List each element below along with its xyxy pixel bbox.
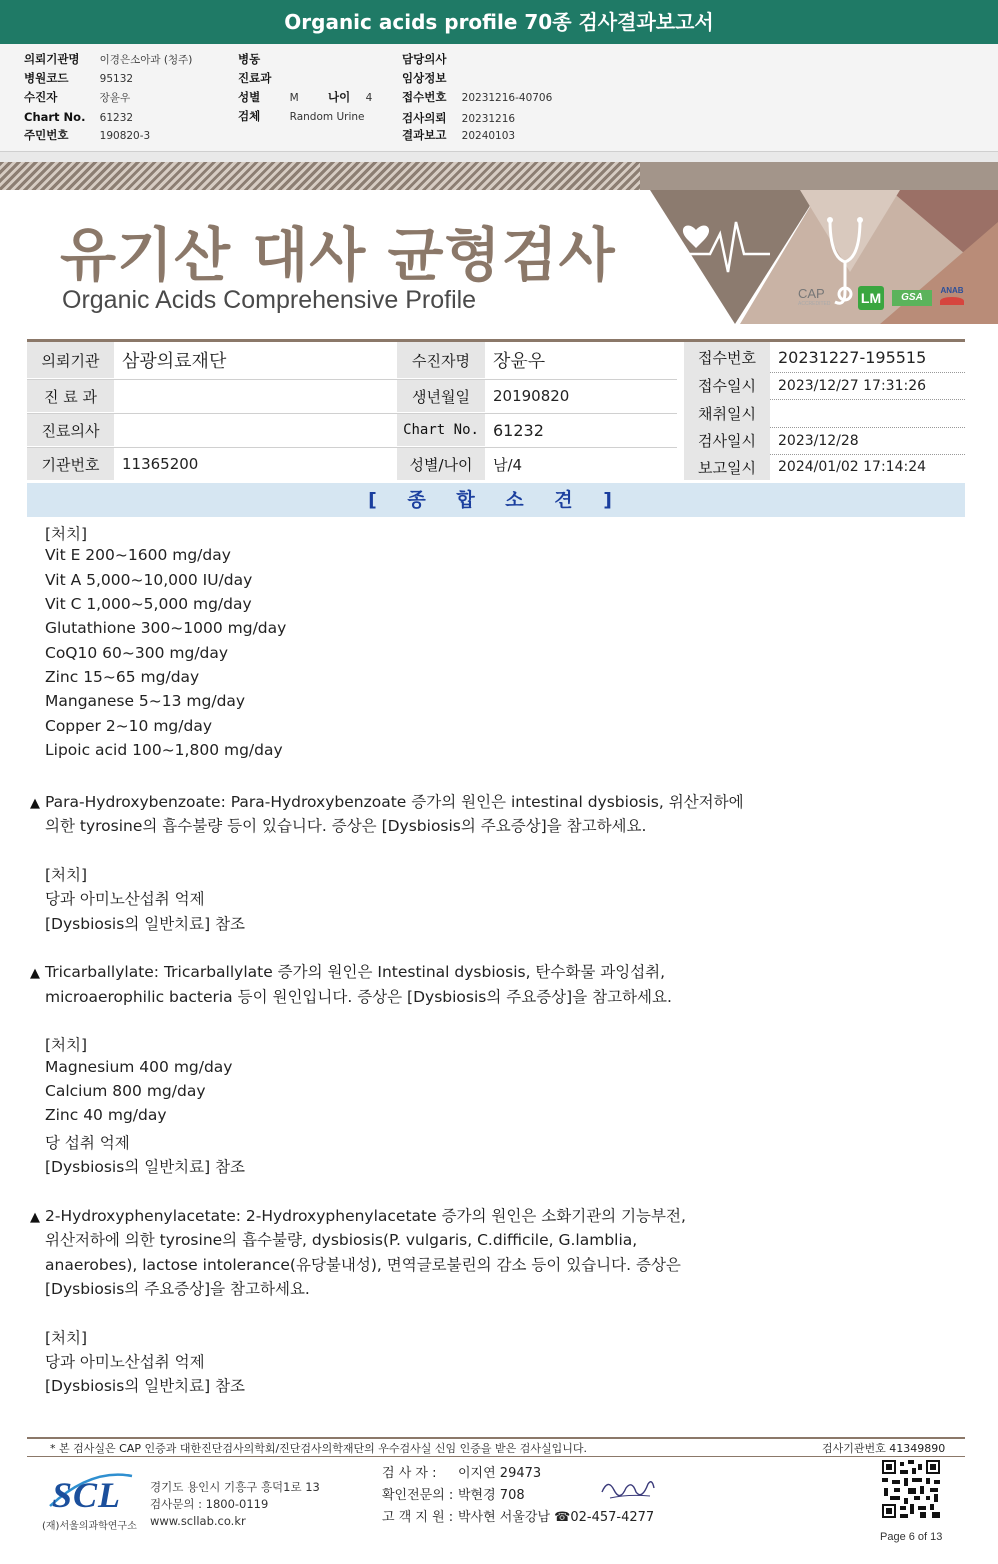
summary-line-text: [Dysbiosis의 일반치료] 참조	[45, 914, 246, 933]
main-subtitle: Organic Acids Comprehensive Profile	[62, 286, 477, 314]
field-label: 검사의뢰	[402, 111, 447, 125]
examiner-row	[382, 1462, 541, 1481]
age-field	[328, 89, 372, 105]
doctor-value	[114, 414, 397, 446]
summary-line-text: Tricarballylate: Tricarballylate 증가의 원인은 Intestinal dysbiosis, 탄수화물 과잉섭취,	[45, 963, 666, 982]
summary-line-text: [Dysbiosis의 일반치료] 참조	[45, 1377, 246, 1396]
requester-label: 의뢰기관	[27, 342, 114, 378]
signature-image	[598, 1474, 658, 1504]
row-divider	[27, 413, 677, 414]
receipt-date-label: 접수일시	[684, 372, 770, 399]
specialist-value: 박현경 708	[458, 1488, 525, 1503]
qr-code-icon	[882, 1460, 940, 1518]
row-divider	[27, 379, 677, 380]
accreditation-logos	[798, 286, 968, 312]
summary-line-text: 위산저하에 의한 tyrosine의 흡수불량, dysbiosis(P. vulgaris, C.difficile, G.lamblia,	[45, 1231, 638, 1250]
summary-line-text: CoQ10 60~300 mg/day	[45, 643, 229, 662]
field-value: 20240103	[461, 130, 516, 142]
summary-line	[45, 1374, 245, 1396]
sex-field	[238, 89, 299, 105]
summary-line	[45, 717, 212, 735]
field-label: 의뢰기관명	[24, 52, 80, 66]
institution-number: 검사기관번호 41349890	[822, 1442, 946, 1455]
summary-line	[45, 692, 245, 710]
field-value: 190820-3	[99, 130, 151, 142]
summary-line	[45, 1228, 637, 1250]
summary-line-text: Glutathione 300~1000 mg/day	[45, 619, 287, 638]
summary-line-text: Calcium 800 mg/day	[45, 1082, 206, 1101]
field-label: 수진자	[24, 90, 58, 104]
finding-heading	[30, 1204, 686, 1226]
summary-line-text: 2-Hydroxyphenylacetate: 2-Hydroxyphenylacetate 증가의 원인은 소화기관의 기능부전,	[45, 1206, 686, 1225]
institution-no-label: 기관번호	[27, 448, 114, 480]
department-label: 진 료 과	[27, 380, 114, 412]
summary-line	[45, 1253, 681, 1275]
patient-name-label: 수진자명	[397, 342, 485, 378]
summary-line	[45, 863, 87, 885]
summary-line	[45, 595, 252, 613]
support-value: 박사현 서울강남 ☎02-457-4277	[458, 1510, 655, 1525]
sex-age-value: 남/4	[485, 448, 677, 480]
summary-line-text: Zinc 40 mg/day	[45, 1106, 167, 1125]
finding-heading	[30, 790, 744, 812]
field-label: 주민번호	[24, 128, 69, 142]
patient-info-table	[27, 342, 965, 480]
chart-no-field	[24, 110, 133, 124]
summary-line	[45, 1277, 310, 1299]
summary-line-text: microaerophilic bacteria 등이 원인입니다. 증상은 [Dysbiosis의 주요증상]을 참고하세요.	[45, 987, 672, 1006]
field-value: 이경은소아과 (청주)	[99, 54, 193, 66]
patient-field	[24, 89, 130, 105]
clinical-info-field	[402, 70, 446, 86]
field-value: 20231216-40706	[461, 92, 553, 104]
lm-logo: LM	[858, 286, 884, 310]
chart-no-value: 61232	[485, 414, 677, 446]
row-divider	[770, 454, 965, 455]
department-value	[114, 380, 397, 412]
summary-line	[45, 1082, 206, 1100]
field-value: 4	[365, 92, 373, 104]
summary-heading: [ 종 합 소 견 ]	[27, 483, 965, 517]
resident-no-field	[24, 127, 150, 143]
summary-line	[45, 644, 228, 662]
field-label: 결과보고	[402, 128, 447, 142]
cap-logo	[798, 286, 831, 307]
field-value: 61232	[99, 112, 134, 124]
anab-logo: ANAB	[938, 286, 966, 308]
summary-line	[45, 887, 205, 909]
field-value: 95132	[99, 73, 134, 85]
field-value: M	[289, 92, 299, 104]
summary-line	[45, 522, 87, 544]
cap-logo-text: CAP	[798, 286, 825, 301]
result-report-field	[402, 127, 515, 143]
requester-value: 삼광의료재단	[114, 342, 397, 378]
summary-line-text: Manganese 5~13 mg/day	[45, 692, 246, 711]
requester-field	[24, 51, 192, 67]
summary-line-text: Lipoic acid 100~1,800 mg/day	[45, 741, 283, 760]
ward-field	[238, 51, 260, 67]
summary-line	[45, 1106, 167, 1124]
specialist-row	[382, 1484, 525, 1503]
receipt-no-label: 접수번호	[684, 342, 770, 372]
triangle-bullet-icon: ▲	[30, 795, 40, 811]
accreditation-note: * 본 검사실은 CAP 인증과 대한진단검사의학회/진단검사의학재단의 우수검사실 신임 인증을 받은 검사실입니다.	[50, 1442, 588, 1455]
receipt-no-field	[402, 89, 552, 105]
scl-logo: SCL	[52, 1475, 122, 1515]
field-label: 담당의사	[402, 52, 447, 66]
summary-line	[45, 1058, 232, 1076]
birth-date-value: 20190820	[485, 380, 677, 412]
summary-line-text: [처치]	[45, 1328, 88, 1347]
doctor-label: 진료의사	[27, 414, 114, 446]
chart-no-label: Chart No.	[397, 414, 485, 446]
report-date-label: 보고일시	[684, 454, 770, 480]
test-date-value: 2023/12/28	[770, 427, 965, 454]
finding-heading	[30, 960, 665, 982]
row-divider	[27, 447, 677, 448]
footer-rule	[27, 1437, 965, 1439]
summary-line	[45, 814, 646, 836]
summary-line	[45, 1350, 205, 1372]
receipt-no-value: 20231227-195515	[770, 342, 965, 372]
collection-date-label: 채취일시	[684, 399, 770, 427]
summary-line	[45, 546, 231, 564]
summary-line	[45, 1326, 87, 1348]
summary-line-text: [처치]	[45, 1036, 88, 1055]
summary-line-text: 당 섭취 억제	[45, 1133, 130, 1152]
summary-line-text: Para-Hydroxybenzoate: Para-Hydroxybenzoate 증가의 원인은 intestinal dysbiosis, 위산저하에	[45, 792, 744, 811]
summary-line	[45, 668, 199, 686]
page-number: Page 6 of 13	[880, 1531, 943, 1543]
summary-line-text: [Dysbiosis의 일반치료] 참조	[45, 1158, 246, 1177]
summary-line-text: Vit E 200~1600 mg/day	[45, 546, 231, 565]
hospital-code-field	[24, 70, 133, 86]
summary-line-text: [처치]	[45, 525, 88, 543]
lab-inquiry: 검사문의 : 1800-0119	[150, 1497, 269, 1511]
field-label: 병원코드	[24, 71, 69, 85]
summary-line	[45, 1155, 245, 1177]
summary-line-text: Copper 2~10 mg/day	[45, 716, 212, 735]
field-label: 병동	[238, 52, 261, 66]
main-title: 유기산 대사 균형검사	[60, 221, 616, 289]
field-label: 임상정보	[402, 71, 447, 85]
lab-address: 경기도 용인시 기흥구 흥덕1로 13	[150, 1480, 320, 1494]
summary-line	[45, 741, 283, 759]
summary-line-text: 의한 tyrosine의 흡수불량 등이 있습니다. 증상은 [Dysbiosis의 주요증상]을 참고하세요.	[45, 817, 647, 836]
row-divider	[770, 427, 965, 428]
row-divider	[770, 372, 965, 373]
patient-name-value: 장윤우	[485, 342, 677, 378]
summary-line-text: 당과 아미노산섭취 억제	[45, 890, 205, 909]
sex-age-label: 성별/나이	[397, 448, 485, 480]
summary-line-text: Magnesium 400 mg/day	[45, 1057, 233, 1076]
triangle-bullet-icon: ▲	[30, 1209, 40, 1225]
field-label: Chart No.	[24, 110, 86, 124]
institution-no-value: 11365200	[114, 448, 397, 480]
summary-line	[45, 571, 252, 589]
summary-line	[45, 912, 245, 934]
specimen-field	[238, 108, 365, 124]
summary-line	[45, 1131, 130, 1153]
examiner-value: 이지연 29473	[458, 1466, 542, 1481]
field-label: 진료과	[238, 71, 272, 85]
footer-rule	[27, 1456, 965, 1457]
examiner-label: 검 사 자 :	[382, 1466, 437, 1481]
receipt-date-value: 2023/12/27 17:31:26	[770, 372, 965, 399]
summary-line-text: Vit A 5,000~10,000 IU/day	[45, 570, 253, 589]
summary-line-text: [처치]	[45, 865, 88, 884]
field-value: 20231216	[461, 113, 516, 125]
department-field	[238, 70, 271, 86]
summary-line-text: Vit C 1,000~5,000 mg/day	[45, 595, 252, 614]
lab-name: (재)서울의과학연구소	[42, 1521, 137, 1532]
summary-line-text: anaerobes), lactose intolerance(유당불내성), 면역글로불린의 감소 등이 있습니다. 증상은	[45, 1255, 681, 1274]
field-value: 장윤우	[99, 92, 131, 104]
test-request-field	[402, 110, 515, 126]
field-label: 접수번호	[402, 90, 447, 104]
collection-date-value	[770, 399, 965, 427]
cap-logo-subtext: ACCREDITED	[798, 301, 831, 307]
specialist-label: 확인전문의 :	[382, 1488, 454, 1503]
divider	[0, 152, 998, 162]
support-label: 고 객 지 원 :	[382, 1510, 454, 1525]
field-label: 성별	[238, 90, 261, 104]
row-divider	[770, 399, 965, 400]
report-title: Organic acids profile 70종 검사결과보고서	[0, 0, 998, 44]
triangle-bullet-icon: ▲	[30, 966, 40, 982]
field-value: Random Urine	[289, 111, 365, 123]
summary-line-text: Zinc 15~65 mg/day	[45, 668, 200, 687]
summary-line	[45, 619, 286, 637]
summary-line	[45, 985, 672, 1007]
gsa-logo: GSA	[892, 290, 932, 306]
test-date-label: 검사일시	[684, 427, 770, 454]
report-header-info	[0, 44, 998, 152]
summary-line-text: 당과 아미노산섭취 억제	[45, 1352, 205, 1371]
support-row	[382, 1506, 654, 1525]
birth-date-label: 생년월일	[397, 380, 485, 412]
lab-website[interactable]: www.scllab.co.kr	[150, 1514, 246, 1528]
summary-line	[45, 1033, 87, 1055]
doctor-field	[402, 51, 446, 67]
summary-line-text: [Dysbiosis의 주요증상]을 참고하세요.	[45, 1279, 310, 1298]
report-date-value: 2024/01/02 17:14:24	[770, 454, 965, 480]
field-label: 나이	[328, 90, 351, 104]
field-label: 검체	[238, 109, 261, 123]
